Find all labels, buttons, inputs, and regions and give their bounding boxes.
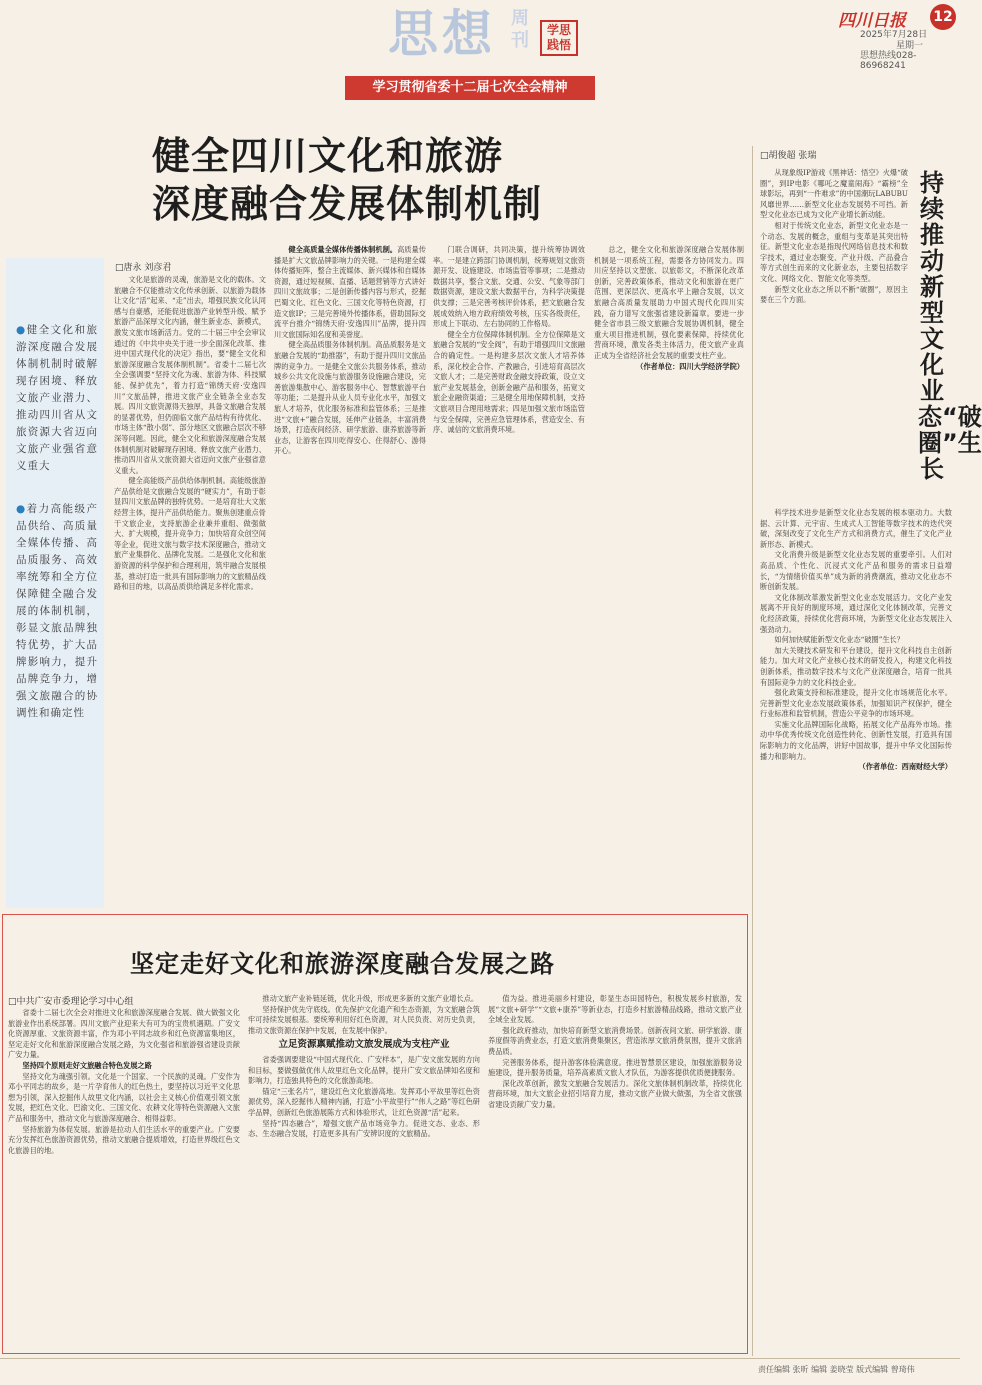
pullquote-2: ●着力高能级产品供给、高质量全媒体传播、高品质服务、高效率统筹和全方位保障健全融合发展的体制机制，彰显文旅品牌独特优势，扩大品牌影响力，提升品牌竞争力，增强文旅融合的协调性和确定性 (16, 503, 98, 719)
paragraph: 锚定“三张名片”，建设红色文化旅游高地。发挥邓小平故里等红色资源优势，深入挖掘伟人精神内涵，打造“小平故里行”“伟人之路”等红色研学品牌，创新红色旅游展陈方式和体验形式，让红色资源“活”起来。 (248, 1086, 480, 1117)
editor-credits: 责任编辑 张昕 编辑 姜晓莹 版式编辑 曾琦伟 (758, 1365, 915, 1374)
article1-column-3 (433, 245, 585, 909)
paragraph: 省委强调要建设“中国式现代化、广安样本”，是广安文旅发展的方向和目标，要做强做优伟人故里红色文化品牌，提升广安文旅品牌知名度和影响力，打造独具特色的文化旅游高地。 (248, 1054, 480, 1086)
column-divider (752, 146, 753, 1356)
article3-signature: （作者单位：西南财经大学） (858, 762, 952, 772)
paragraph: 省委十二届七次全会对推进文化和旅游深度融合发展、做大做强文化旅游业作出系统部署。四川文旅产业迎来大有可为的宝贵机遇期。广安文化资源厚重、文旅资源丰富，作为邓小平同志故乡和红色资源富集地区，坚定走好文化和旅游深度融合发展之路，为文化强省和旅游强省建设贡献广安力量。 (8, 1008, 240, 1060)
article1-title-line2: 深度融合发展体制机制 (152, 182, 543, 226)
article1-signature: （作者单位：四川大学经济学院） (636, 361, 744, 371)
paper-logo: 四川日报 (838, 11, 906, 31)
article3-byline: □胡俊超 张瑞 (760, 151, 817, 161)
pullquote-1: ●健全文化和旅游深度融合发展体制机制时破解现存困境、释放文旅产业潜力、推动四川省从文旅资源大省迈向文旅产业强省意义重大 (16, 324, 98, 472)
weekly-label: 周刊 (511, 8, 529, 51)
bullet-icon: ● (16, 324, 27, 336)
paragraph: 新型文化业态之所以不断“破圈”，原因主要在三个方面。 (760, 284, 908, 305)
article1-column-2 (274, 245, 426, 909)
paragraph: 文化体制改革激发新型文化业态发展活力。文化产业发展离不开良好的制度环境，通过深化文化体制改革，完善文化经济政策，持续优化营商环境，为新型文化业态发展注入强劲动力。 (760, 592, 952, 634)
theme-banner: 学习贯彻省委十二届七次全会精神 (345, 76, 595, 100)
article1-column-1 (114, 275, 266, 909)
article2-column-1 (8, 1008, 240, 1348)
article2-column-2 (248, 994, 480, 1348)
article3-title: 持续推动新型文化业态“破圈”生长 (918, 169, 982, 483)
issue-weekday: 星期一 (896, 41, 924, 51)
article1-byline: □唐永 刘彦君 (115, 263, 172, 273)
article2-title: 坚定走好文化和旅游深度融合发展之路 (130, 950, 555, 978)
article3-column-1 (760, 168, 908, 502)
section-heading: 立足资源禀赋推动文旅发展成为支柱产业 (278, 1039, 450, 1051)
paragraph: 值为益。推进美丽乡村建设，彰显生态田园特色，积极发展乡村旅游，发展“文旅+研学”“文旅+康养”等新业态，打造乡村旅游精品线路，推动文旅产业全域全业发展。 (488, 994, 742, 1025)
paragraph: 加大关键技术研发和平台建设，提升文化科技自主创新能力。加大对文化产业核心技术的研发投入，构建文化科技创新体系，推动数字技术与文化产业深度融合，培育一批具有国际竞争力的文化科技企业。 (760, 645, 952, 687)
paragraph: 强化政府推动，加快培育新型文旅消费场景。创新夜间文旅、研学旅游、康养度假等消费业态，打造文旅消费集聚区，营造浓厚文旅消费氛围，提升文旅消费品质。 (488, 1025, 742, 1056)
paragraph: 深化改革创新，激发文旅融合发展活力。深化文旅体制机制改革，持续优化营商环境，加大文旅企业招引培育力度，推动文旅产业做大做强，为全省文旅强省建设贡献广安力量。 (488, 1078, 742, 1109)
paragraph: 文化消费升级是新型文化业态发展的重要牵引。人们对高品质、个性化、沉浸式文化产品和服务的需求日益增长，“为情绪价值买单”成为新的消费潮流，推动文化业态不断创新发展。 (760, 550, 952, 592)
section-heading: 健全高质量全媒体传播体制机制。 (288, 245, 398, 254)
paragraph: 坚持保护优先守底线。优先保护文化遗产和生态资源，为文旅融合筑牢可持续发展根基。要统筹利用好红色资源，对人民负责、对历史负责，推动文旅资源在保护中发展，在发展中保护。 (248, 1004, 480, 1035)
paragraph: 科学技术进步是新型文化业态发展的根本驱动力。大数据、云计算、元宇宙、生成式人工智能等数字技术的迭代突破，深刻改变了文化生产方式和消费方式，催生了文化产业新形态、新模式。 (760, 508, 952, 549)
hotline: 思想热线028-86968241 (860, 51, 917, 71)
article2-byline: □中共广安市委理论学习中心组 (8, 997, 134, 1007)
section-heading: 坚持四个原则走好文旅融合特色发展之路 (22, 1060, 152, 1070)
paragraph: 推动文旅产业补链延链，优化升级，形成更多新的文旅产业增长点。 (262, 994, 479, 1003)
paragraph: 健全高质量全媒体传播体制机制。高质量传播是扩大文旅品牌影响力的关键。一是构建全媒体传播矩阵，整合主流媒体、新兴媒体和自媒体资源，通过短视频、直播、话题营销等方式讲好四川文旅故事；二是创新传播内容与形式，挖掘巴蜀文化、红色文化、三国文化等特色资源，打造文旅IP；三是完善境外传播体系，借助国际交流平台推介“锦绣天府·安逸四川”品牌，提升四川文旅国际知名度和美誉度。 (274, 245, 426, 339)
article1-column-4 (594, 245, 744, 909)
paragraph: 总之，健全文化和旅游深度融合发展体制机制是一项系统工程，需要各方协同发力。四川应坚持以文塑旅、以旅彰文，不断深化改革创新，完善政策体系，推动文化和旅游在更广范围、更深层次、更高水平上融合发展，以文旅融合高质量发展助力中国式现代化四川实践，奋力谱写文旅强省建设新篇章。要进一步健全省市县三级文旅融合发展协调机制，健全重大项目推进机制，强化要素保障，持续优化营商环境，激发各类主体活力，使文旅产业真正成为全省经济社会发展的重要支柱产业。 (594, 245, 744, 360)
section-title: 思想 (388, 5, 496, 63)
article3-column-2 (760, 508, 952, 1346)
footer-rule (0, 1358, 960, 1359)
section-stamp: 学思践悟 (540, 20, 578, 56)
paragraph: 健全高品质服务体制机制。高品质服务是文旅融合发展的“助推器”，有助于提升四川文旅品牌的竞争力。一是健全文旅公共服务体系，推动城乡公共文化设施与旅游服务设施融合建设，完善旅游集散中心、游客服务中心、智慧旅游平台等功能；二是提升从业人员专业化水平，加强文旅人才培养，优化服务标准和监管体系；三是推进“文旅+”融合发展，延伸产业链条，丰富消费场景，打造夜间经济、研学旅游、康养旅游等新业态，让游客在四川吃得安心、住得舒心、游得开心。 (274, 340, 426, 456)
article1-title (152, 132, 712, 228)
paragraph: 门联合调研，共同决策，提升统筹协调效率。一是建立跨部门协调机制，统筹规划文旅资源开发、设施建设、市场监管等事项；二是推动数据共享，整合文旅、交通、公安、气象等部门数据资源，建设文旅大数据平台，为科学决策提供支撑；三是完善考核评价体系，把文旅融合发展成效纳入地方政府绩效考核，压实各级责任，形成上下联动、左右协同的工作格局。 (433, 245, 585, 329)
paragraph: 健全高能级产品供给体制机制。高能级旅游产品供给是文旅融合发展的“硬实力”，有助于彰显四川文旅品牌的独特优势。一是培育壮大文旅经营主体，提升产品供给能力。聚焦创建重点骨干文旅企业，支持旅游企业兼并重组、做强做大、扩大规模，提升竞争力；加快培育众创空间等企业，促进文旅与数字技术深度融合，推动文旅产业集群化、品牌化发展。二是强化文化和旅游资源的科学保护和合理利用，筑牢融合发展根基，推动打造一批具有国际影响力的文旅精品线路和目的地，以高品质供给满足多样化需求。 (114, 476, 266, 592)
paragraph: 坚持“四态融合”，增强文旅产品市场竞争力。促进文态、业态、形态、生态融合发展，打造更多具有广安辨识度的文旅精品。 (248, 1118, 480, 1139)
paragraph: 完善服务体系，提升游客体验满意度。推进智慧景区建设，加强旅游服务设施建设，提升服务质量，培养高素质文旅人才队伍，为游客提供优质便捷服务。 (488, 1057, 742, 1078)
paragraph: 文化是旅游的灵魂，旅游是文化的载体。文旅融合不仅能推动文化传承创新、以旅游为载体让文化“活”起来、“走”出去，增强民族文化认同感与自豪感，还能促进旅游产业转型升级、赋予旅游产品深厚文化内涵，催生新业态、新模式，激发文旅市场新活力。党的二十届三中全会审议通过的《中共中央关于进一步全面深化改革、推进中国式现代化的决定》指出，要“健全文化和旅游深度融合发展体制机制”。省委十二届七次全会强调要“坚持文化为魂、旅游为体、科技赋能、保护优先”，着力打造“锦绣天府·安逸四川”文旅品牌，推进文旅产业全链条全业态发展。四川文旅资源得天独厚，具备文旅融合发展的显著优势，但仍面临文旅产品结构有待优化、市场主体“散小弱”、部分地区文旅融合层次不够深等问题。因此，健全文化和旅游深度融合发展体制机制对破解现存困境、释放文旅产业潜力、推动四川省从文旅资源大省迈向文旅产业强省意义重大。 (114, 275, 266, 475)
paragraph: 坚持旅游为体促发展。旅游是拉动人们生活水平的重要产业。广安要充分发挥红色旅游资源优势，推动文旅融合提质增效，打造世界级红色文化旅游目的地。 (8, 1124, 240, 1155)
issue-date: 2025年7月28日 (860, 30, 928, 40)
paragraph: 如何加快赋能新型文化业态“破圈”生长？ (774, 635, 904, 645)
bullet-icon: ● (16, 503, 27, 515)
article2-column-3 (488, 994, 742, 1348)
paragraph: 健全全方位保障体制机制。全方位保障是文旅融合发展的“安全阀”，有助于增强四川文旅融合的确定性。一是构建多层次文旅人才培养体系，深化校企合作、产教融合，引进培育高层次文旅人才；二是完善财政金融支持政策，设立文旅产业发展基金，创新金融产品和服务，拓宽文旅企业融资渠道；三是健全用地保障机制，支持文旅项目合理用地需求；四是加强文旅市场监管与安全保障，完善应急管理体系，营造安全、有序、诚信的文旅消费环境。 (433, 329, 585, 435)
paragraph: 强化政策支持和标准建设，提升文化市场规范化水平。完善新型文化业态发展政策体系，加强知识产权保护，健全行业标准和监管机制，营造公平竞争的市场环境。 (760, 688, 952, 719)
paragraph: 坚持文化为魂强引领。文化是一个国家、一个民族的灵魂。广安作为邓小平同志的故乡，是一片孕育伟人的红色热土，要坚持以习近平文化思想为引领，深入挖掘伟人故里文化内涵，以社会主义核心价值观引领文旅发展，把红色文化、巴渝文化、三国文化、农耕文化等特色资源融入文旅产品和服务中，推动文化与旅游深度融合、相得益彰。 (8, 1071, 240, 1123)
article1-pullquote-box (6, 258, 104, 908)
paragraph: 相对于传统文化业态，新型文化业态是一个动态、发展的概念，重组与变革是其突出特征。新型文化业态是指现代网络信息技术和数字技术，通过业态聚变、产业升级、产品叠合等方式创生而来的文化新业态，主要包括数字文化、网络文化、智能文化等类型。 (760, 220, 908, 283)
paragraph: 实施文化品牌国际化战略，拓展文化产品海外市场。推动中华优秀传统文化创造性转化、创新性发展，打造具有国际影响力的文化品牌，讲好中国故事，提升中华文化国际传播力和影响力。 (760, 719, 952, 761)
page-number-badge: 12 (930, 4, 956, 30)
article1-title-line1: 健全四川文化和旅游 (152, 134, 504, 178)
paragraph: 从现象级IP游戏《黑神话：悟空》火爆“破圈”，到IP电影《哪吒之魔童闹海》“霸榜”全球影坛，再到“一件难求”的中国潮玩LABUBU风靡世界……新型文化业态发展势不可挡。新型文化业态已成为文化产业增长新动能。 (760, 168, 908, 220)
